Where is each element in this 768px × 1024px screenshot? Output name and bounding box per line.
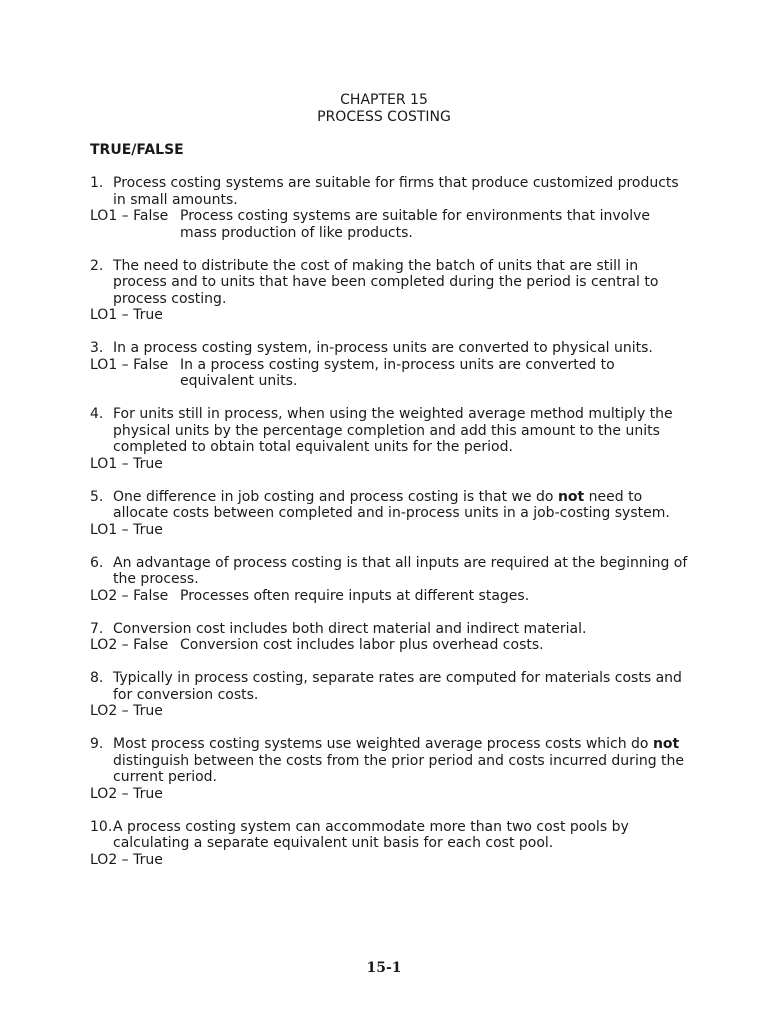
chapter-title: PROCESS COSTING [317,108,451,125]
question-text-part: distinguish between the costs from the prior period and costs incurred during the current period. [113,752,685,785]
question-text: For units still in process, when using the weighted average method multiply the physical units by the percentage completion and add this amount to the units completed to obtain total equivalent units for the period. [113,406,673,455]
question-item [90,819,690,869]
question-item [90,489,690,539]
section-heading: TRUE/FALSE [90,142,184,158]
answer-explanation: Process costing systems are suitable for environments that involve mass production of like products. [180,208,651,241]
question-number: 2. [90,257,104,274]
question-item [90,175,690,241]
question-item [90,258,690,324]
question-text: Process costing systems are suitable for firms that produce customized products in small amounts. [113,175,679,208]
question-number: 8. [90,670,104,686]
question-text: A process costing system can accommodate more than two cost pools by calculating a separate equivalent unit basis for each cost pool. [113,818,629,851]
question-text: Conversion cost includes both direct material and indirect material. [113,620,587,637]
question-text-part: Most process costing systems use weighted average process costs which do [113,736,653,752]
question-item [90,621,690,654]
question-item [90,340,690,390]
question-text: An advantage of process costing is that all inputs are required at the beginning of the process. [113,554,688,587]
emphasis-not: not [652,736,680,752]
chapter-label: CHAPTER 15 [340,92,428,108]
question-number: 3. [90,340,104,356]
question-item [90,670,690,720]
answer-tag: LO1 – True [90,455,163,472]
question-number: 4. [90,406,104,422]
answer-explanation: In a process costing system, in-process units are converted to equivalent units. [180,356,615,389]
question-number: 10. [90,818,113,835]
question-item [90,406,690,472]
question-number: 9. [90,736,104,752]
question-text-part: One difference in job costing and process costing is that we do [113,488,558,505]
question-text: In a process costing system, in-process units are converted to physical units. [113,340,653,356]
answer-tag: LO2 – True [90,851,163,868]
question-item [90,736,690,802]
page-number: 15-1 [366,960,402,976]
question-item [90,555,690,605]
answer-tag: LO1 – True [90,521,163,538]
question-list [90,175,690,885]
question-text [113,736,690,786]
question-number: 1. [90,175,104,191]
answer-tag: LO2 – True [90,785,163,802]
answer-tag: LO1 – False [90,208,169,224]
title-block [0,92,768,125]
question-number: 6. [90,554,104,571]
question-text-part: need to allocate costs between completed and in-process units in a job-costing system. [113,488,670,521]
emphasis-not: not [557,488,585,505]
answer-tag: LO1 – True [90,307,163,323]
answer-tag: LO2 – False [90,637,169,653]
question-number: 7. [90,620,104,637]
question-text: The need to distribute the cost of making the batch of units that are still in process and to units that have been completed during the period is central to process costing. [113,257,659,307]
question-text: Typically in process costing, separate rates are computed for materials costs and for conversion costs. [113,670,682,703]
question-text [113,489,690,522]
answer-tag: LO1 – False [90,356,169,373]
answer-tag: LO2 – True [90,703,163,719]
answer-explanation: Conversion cost includes labor plus overhead costs. [180,637,544,653]
question-number: 5. [90,488,104,505]
answer-explanation: Processes often require inputs at different stages. [180,587,530,604]
answer-tag: LO2 – False [90,587,169,604]
